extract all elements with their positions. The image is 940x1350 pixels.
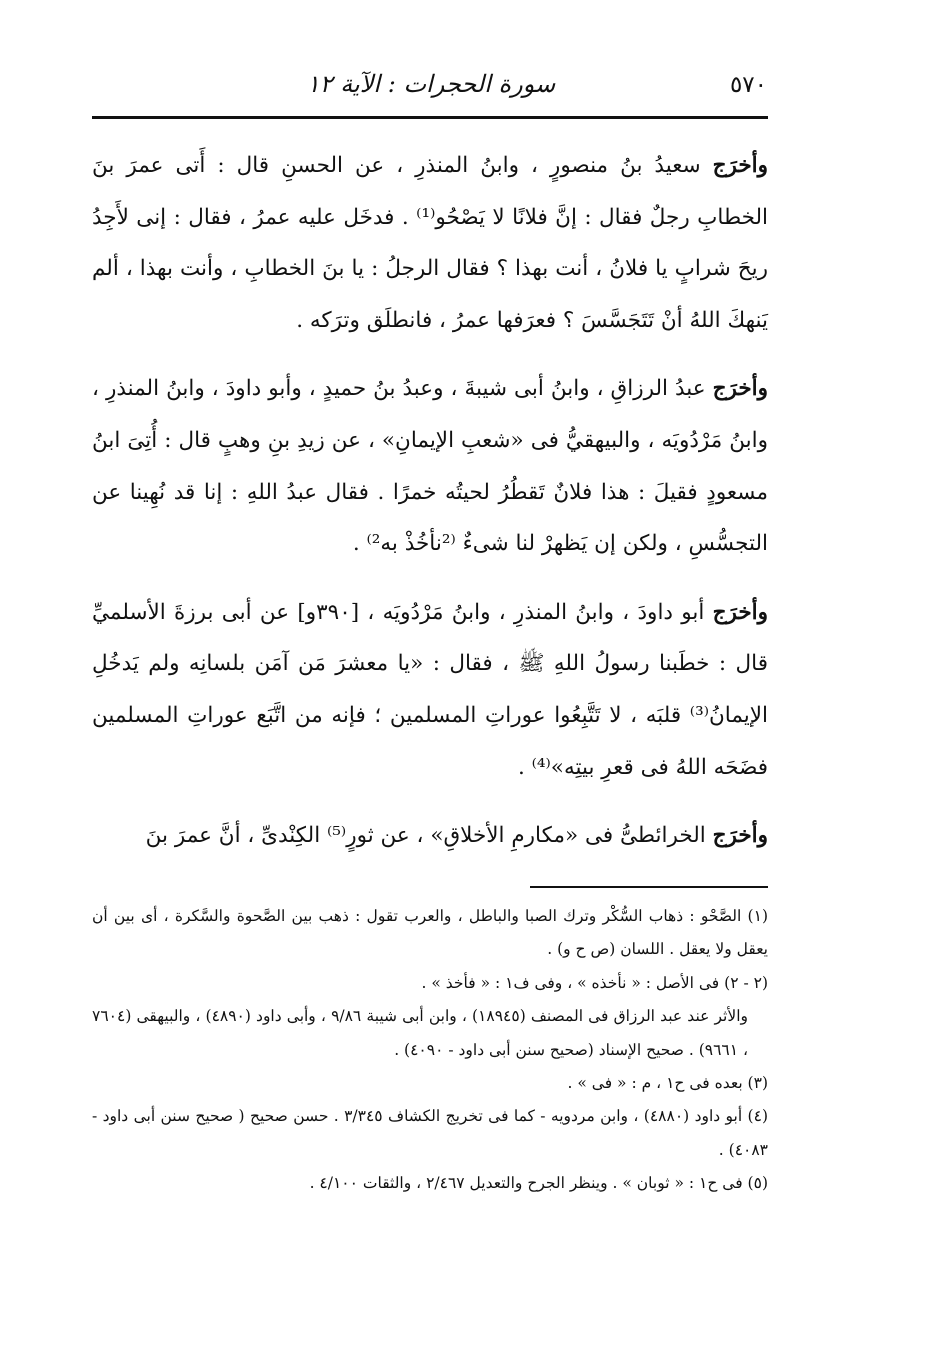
footnote-1: (١) الصَّحْو : ذهاب السُّكْر وترك الصبا والباطل ، والعرب تقول : ذهب بين الصَّحوة والسَّكرة ، أى بين أن يعقل ولا يعقل . اللسان (ص ح و) .	[92, 907, 768, 959]
footnote-2: (٢ - ٢) فى الأصل : « نأخذه » ، وفى ف١ : « فأخذ » .	[421, 973, 768, 992]
paragraph-text: الخرائطىُّ فى «مكارمِ الأخلاقِ» ، عن ثورٍ⁽⁵⁾ الكِنْدىِّ ، أنَّ عمرَ بنَ	[145, 823, 713, 849]
running-title: سورة الحجرات : الآية ١٢	[306, 70, 556, 98]
footnote-divider	[530, 886, 768, 888]
page-number: ٥٧٠	[729, 72, 767, 98]
paragraph-lead: وأخرَج	[712, 153, 768, 178]
paragraph-2	[92, 363, 768, 569]
main-text	[92, 140, 768, 879]
footnote-2-source: والأثر عند عبد الرزاق فى المصنف (١٨٩٤٥) ، وابن أبى شيبة ٩/٨٦ ، وأبى داود (٤٨٩٠) ، والبيهقى (٧٦٠٤ ، ٩٦٦١) . صحيح الإسناد (صحيح سنن أبى داود - ٤٠٩٠) .	[92, 1007, 748, 1059]
footnote-3: (٣) بعده فى ح١ ، م : « فى » .	[567, 1074, 768, 1093]
paragraph-lead: وأخرَج	[712, 376, 768, 402]
footnotes	[92, 900, 768, 1201]
paragraph-text: سعيدُ بنُ منصورٍ ، وابنُ المنذرِ ، عن الحسنِ قال : أَتى عمرَ بنَ الخطابِ رجلٌ فقال : إنَّ فلانًا لا يَصْحُو⁽¹⁾ . فدخَل عليه عمرُ ، فقال : إنى لأَجِدُ ريحَ شرابٍ يا فلانُ ، أنت بهذا ؟ فقال الرجلُ : يا بنَ الخطابِ ، وأنت بهذا ، ألم يَنهكَ اللهُ أنْ تَتَجَسَّسَ ؟ فعرَفها عمرُ ، فانطلَق وترَكه .	[92, 153, 768, 333]
paragraph-text: أبو داودَ ، وابنُ المنذرِ ، وابنُ مَرْدُويَه ، [٣٩٠و] عن أبى برزةَ الأسلميِّ قال : خطَبنا رسولُ اللهِ ﷺ ، فقال : «يا معشرَ مَن آمَن بلسانِه ولم يَدخُلِ الإيمانُ⁽³⁾ قلبَه ، لا تَتَّبِعُوا عوراتِ المسلمين ؛ فإنه من اتَّبَع عوراتِ المسلمين فضَحَه اللهُ فى قعرِ بيتِه»⁽⁴⁾ .	[92, 599, 768, 780]
paragraph-4	[92, 810, 768, 862]
paragraph-lead: وأخرَج	[712, 599, 768, 625]
paragraph-text: عبدُ الرزاقِ ، وابنُ أبى شيبةَ ، وعبدُ بنُ حميدٍ ، وأبو داودَ ، وابنُ المنذرِ ، وابنُ مَرْدُويَه ، والبيهقيُّ فى «شعبِ الإيمانِ» ، عن زيدِ بنِ وهبٍ قال : أُتِىَ ابنُ مسعودٍ فقيلَ : هذا فلانٌ تَقطُرُ لحيتُه خمرًا . فقال عبدُ اللهِ : إنا قد نُهِينا عن التجسُّسِ ، ولكن إن يَظهرْ لنا شىءٌ ⁽²نأخُذْ به²⁾ .	[92, 376, 768, 557]
header-divider	[92, 116, 768, 119]
page-header	[95, 62, 767, 112]
paragraph-3	[92, 587, 768, 793]
paragraph-1	[92, 140, 768, 346]
paragraph-lead: وأخرَج	[712, 823, 768, 849]
footnote-5: (٥) فى ح١ : « ثوبان » . وينظر الجرح والتعديل ٢/٤٦٧ ، والثقات ٤/١٠٠ .	[309, 1174, 768, 1193]
footnote-4: (٤) أبو داود (٤٨٨٠) ، وابن مردويه - كما فى تخريج الكشاف ٣/٣٤٥ . حسن صحيح ( صحيح سنن أبى داود - ٤٠٨٣) .	[92, 1107, 768, 1159]
